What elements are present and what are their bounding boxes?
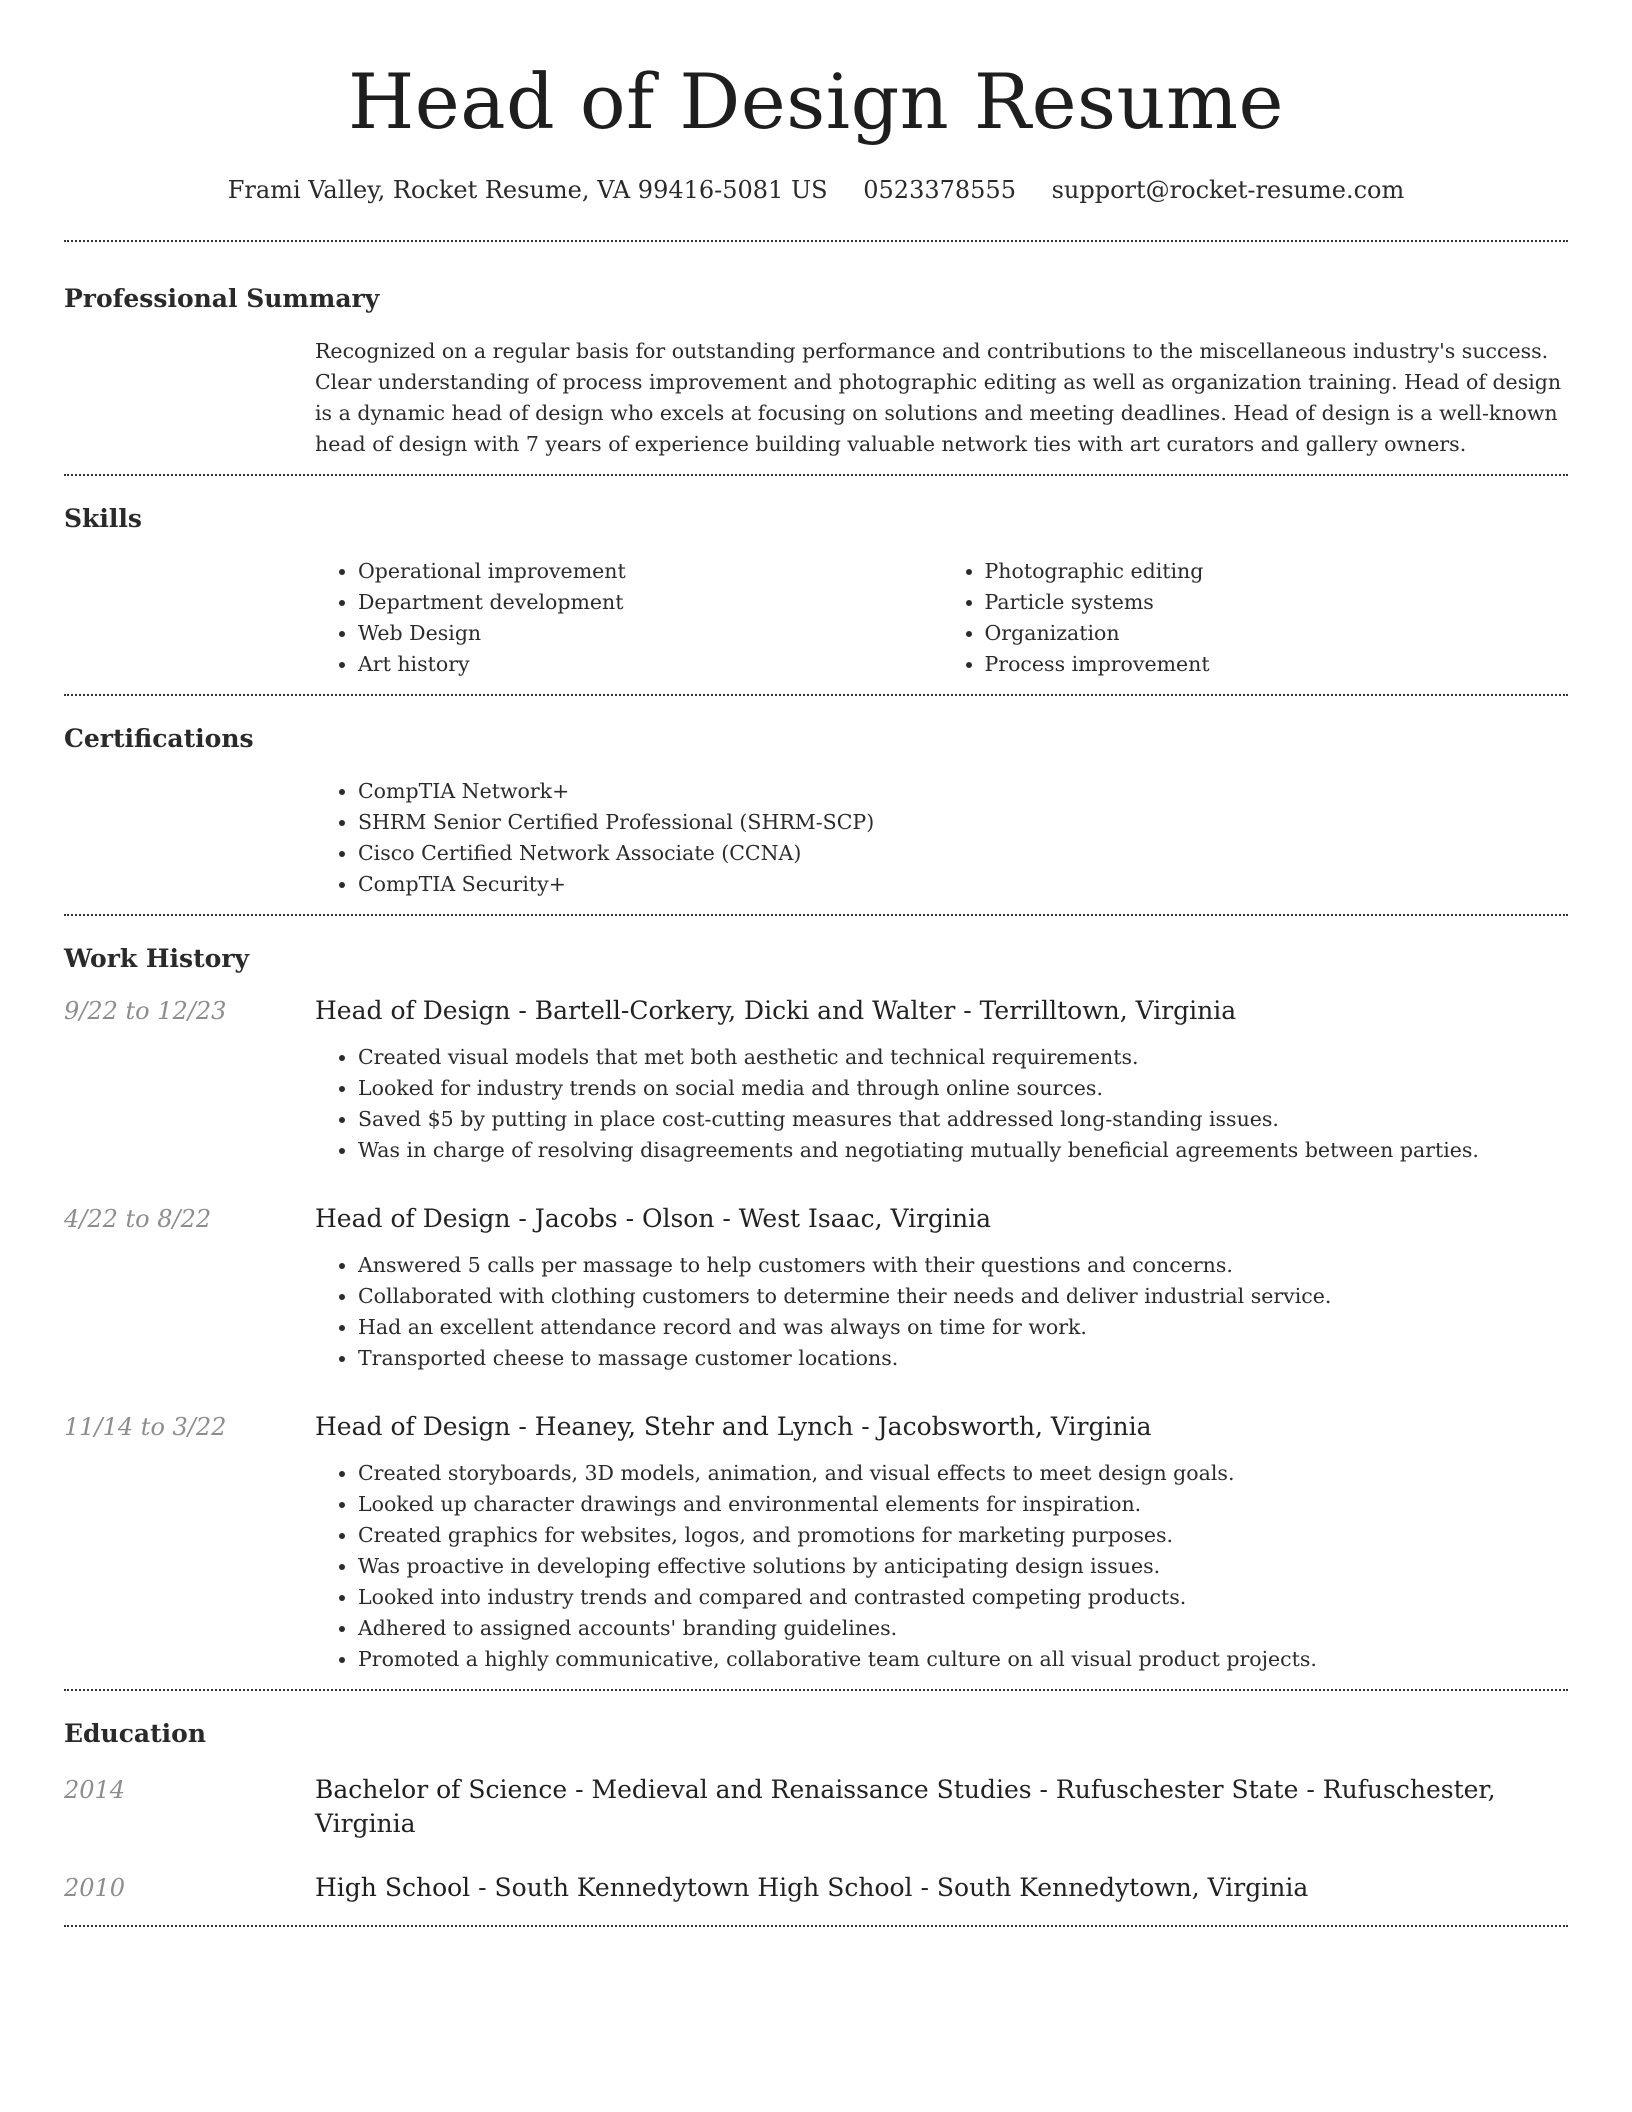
job-heading: Head of Design - Bartell-Corkery, Dicki and Walter - Terrilltown, Virginia (315, 996, 1237, 1025)
skills-column-left (315, 556, 942, 680)
education-section (64, 1691, 1568, 1925)
skill-item: • Web Design (358, 618, 942, 649)
certifications-list (315, 776, 1568, 900)
education-degree: Bachelor of Science (315, 1775, 568, 1804)
skill-item: • Organization (985, 618, 1569, 649)
job-heading: Head of Design - Heaney, Stehr and Lynch - Jacobsworth, Virginia (315, 1412, 1152, 1441)
education-heading: Education (64, 1719, 207, 1748)
education-list (64, 1773, 1568, 1925)
job-bullet: • Adhered to assigned accounts' branding guidelines. (358, 1613, 1568, 1644)
job-dates: 9/22 to 12/23 (64, 997, 227, 1025)
work-history-heading: Work History (64, 944, 250, 973)
certification-item: • SHRM Senior Certified Professional (SHRM-SCP) (358, 807, 1568, 838)
education-heading-line (315, 1871, 1308, 1905)
job-bullet: • Was proactive in developing effective solutions by anticipating design issues. (358, 1551, 1568, 1582)
certification-item: • Cisco Certified Network Associate (CCNA) (358, 838, 1568, 869)
education-year: 2010 (64, 1874, 126, 1902)
skills-section (64, 476, 1568, 694)
skills-heading: Skills (64, 504, 142, 533)
job-bullet: • Transported cheese to massage customer locations. (358, 1343, 1568, 1374)
job-bullet: • Promoted a highly communicative, collaborative team culture on all visual product projects. (358, 1644, 1568, 1675)
certification-item: • CompTIA Security+ (358, 869, 1568, 900)
job-bullet: • Created visual models that met both aesthetic and technical requirements. (358, 1042, 1568, 1073)
certifications-section (64, 696, 1568, 914)
resume-title: Head of Design Resume (347, 57, 1285, 146)
education-entry (64, 1773, 1568, 1841)
skill-item: • Department development (358, 587, 942, 618)
education-details: - Medieval and Renaissance Studies - Rufuschester State - Rufuschester, Virginia (315, 1775, 1496, 1838)
job-bullet: • Looked for industry trends on social media and through online sources. (358, 1073, 1568, 1104)
job-bullet: • Answered 5 calls per massage to help customers with their questions and concerns. (358, 1250, 1568, 1281)
contact-line (64, 174, 1568, 206)
contact-phone: 0523378555 (863, 176, 1016, 204)
skill-item: • Process improvement (985, 649, 1569, 680)
skill-item: • Art history (358, 649, 942, 680)
job-bullets (315, 1458, 1568, 1675)
job-entry (64, 1410, 1568, 1689)
summary-text: Recognized on a regular basis for outstanding performance and contributions to the miscellaneous industry's success. Clear understanding of process improvement and photographic editing as well as organization training. Head of design is a dynamic head of design who excels at focusing on solutions and meeting deadlines. Head of design is a well-known head of design with 7 years of experience building valuable network ties with art curators and gallery owners. (315, 339, 1562, 456)
job-heading: Head of Design - Jacobs - Olson - West Isaac, Virginia (315, 1204, 992, 1233)
contact-address: Frami Valley, Rocket Resume, VA 99416-5081 US (227, 176, 828, 204)
job-dates: 4/22 to 8/22 (64, 1205, 212, 1233)
job-dates: 11/14 to 3/22 (64, 1413, 227, 1441)
summary-section (64, 242, 1568, 474)
skill-item: • Particle systems (985, 587, 1569, 618)
skills-column-right (942, 556, 1569, 680)
certification-item: • CompTIA Network+ (358, 776, 1568, 807)
job-bullets (315, 1250, 1568, 1374)
education-heading-line (315, 1773, 1568, 1841)
job-bullets (315, 1042, 1568, 1166)
contact-email: support@rocket-resume.com (1051, 176, 1405, 204)
job-bullet: • Had an excellent attendance record and was always on time for work. (358, 1312, 1568, 1343)
education-year: 2014 (64, 1776, 126, 1804)
job-bullet: • Collaborated with clothing customers to determine their needs and deliver industrial service. (358, 1281, 1568, 1312)
job-bullet: • Created storyboards, 3D models, animation, and visual effects to meet design goals. (358, 1458, 1568, 1489)
skill-item: • Photographic editing (985, 556, 1569, 587)
certifications-heading: Certifications (64, 724, 254, 753)
summary-heading: Professional Summary (64, 284, 380, 313)
job-bullet: • Looked into industry trends and compared and contrasted competing products. (358, 1582, 1568, 1613)
job-bullet: • Created graphics for websites, logos, and promotions for marketing purposes. (358, 1520, 1568, 1551)
education-entry (64, 1871, 1568, 1905)
job-entry (64, 1202, 1568, 1392)
work-history-section (64, 916, 1568, 1689)
education-details: - South Kennedytown High School - South Kennedytown, Virginia (470, 1873, 1309, 1902)
education-degree: High School (315, 1873, 471, 1902)
skills-list (315, 536, 1568, 694)
job-bullet: • Saved $5 by putting in place cost-cutting measures that addressed long-standing issues. (358, 1104, 1568, 1135)
resume-header (64, 0, 1568, 206)
job-bullet: • Looked up character drawings and environmental elements for inspiration. (358, 1489, 1568, 1520)
section-divider (64, 1925, 1568, 1927)
job-entry (64, 994, 1568, 1184)
skill-item: • Operational improvement (358, 556, 942, 587)
job-bullet: • Was in charge of resolving disagreements and negotiating mutually beneficial agreements between parties. (358, 1135, 1568, 1166)
